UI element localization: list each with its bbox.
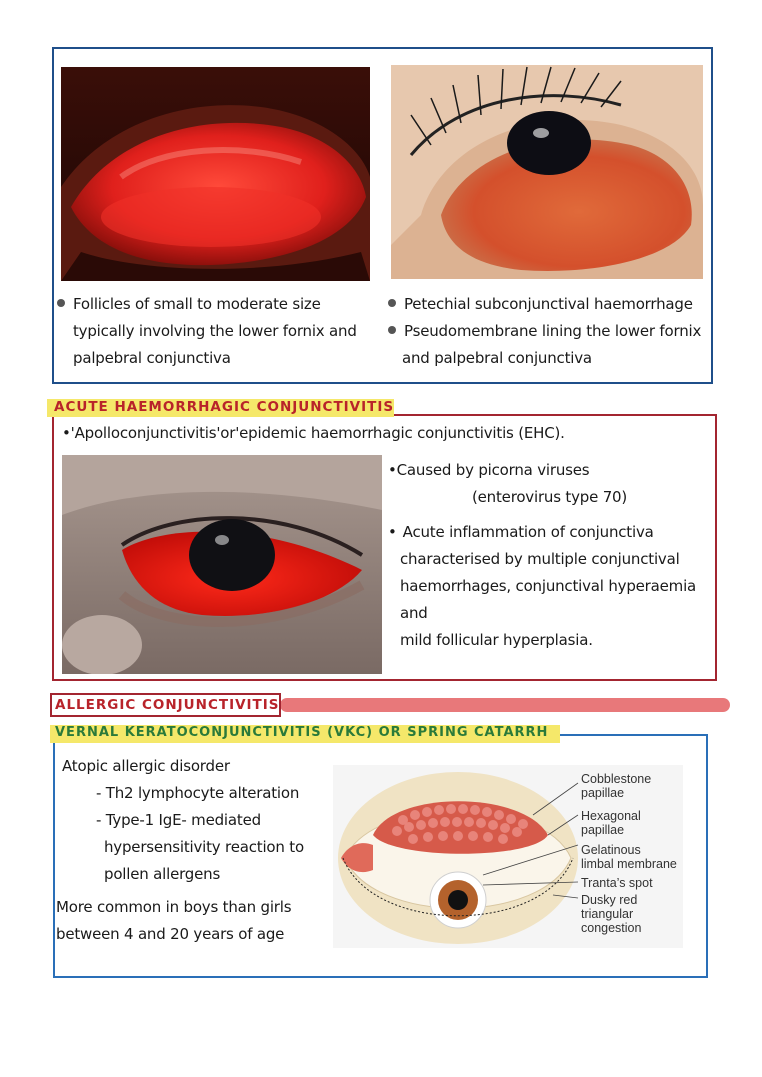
bullet-icon: • (388, 523, 397, 541)
haemorrhage-bullets: Petechial subconjunctival haemorrhage Pseudomembrane lining the lower fornix and palpebral conjunctiva (388, 291, 708, 372)
ahc-heading: ACUTE HAEMORRHAGIC CONJUNCTIVITIS (54, 399, 395, 415)
ahc-cause-bullet: •Caused by picorna viruses (enterovirus type 70) (388, 461, 628, 506)
follicles-bullet: Follicles of small to moderate size typically involving the lower fornix and palpebral conjunctiva (57, 291, 377, 372)
label-dusky-red-congestion: Dusky red triangular congestion (581, 893, 642, 935)
label-hexagonal-papillae: Hexagonal papillae (581, 809, 641, 837)
bullet-icon (57, 299, 65, 307)
label-cobblestone-papillae: Cobblestone papillae (581, 772, 652, 800)
vkc-heading: VERNAL KERATOCONJUNCTIVITIS (VKC) OR SPRING CATARRH (55, 725, 549, 740)
label-gelatinous-limbal-membrane: Gelatinous limbal membrane (581, 843, 677, 871)
bullet-petechial: Petechial subconjunctival haemorrhage (388, 291, 708, 318)
bullet-pseudomembrane: Pseudomembrane lining the lower fornix (388, 318, 708, 345)
photo-petechial-haemorrhage (391, 65, 703, 279)
allergic-bar (280, 698, 730, 712)
ahc-inflammation-bullet: • Acute inflammation of conjunctiva characterised by multiple conjunctival haemorrhages, conjunctival hyperaemia and mild follicular hyperplasia. (388, 523, 697, 649)
bullet-icon (388, 299, 396, 307)
photo-acute-haemorrhagic-eye (62, 455, 382, 674)
vkc-epidemiology: More common in boys than girls between 4 and 20 years of age (56, 898, 292, 943)
label-trantas-spot: Tranta’s spot (581, 876, 653, 890)
diagram-vkc-eye (333, 765, 683, 948)
ahc-subtitle: •'Apolloconjunctivitis'or'epidemic haemorrhagic conjunctivitis (EHC). (62, 424, 565, 442)
allergic-heading: ALLERGIC CONJUNCTIVITIS (55, 697, 280, 713)
photo-everted-eyelid-follicles (61, 67, 370, 281)
vkc-description: Atopic allergic disorder - Th2 lymphocyte alteration - Type-1 IgE- mediated hypersensitivity reaction to pollen allergens (62, 757, 304, 883)
bullet-icon (388, 326, 396, 334)
